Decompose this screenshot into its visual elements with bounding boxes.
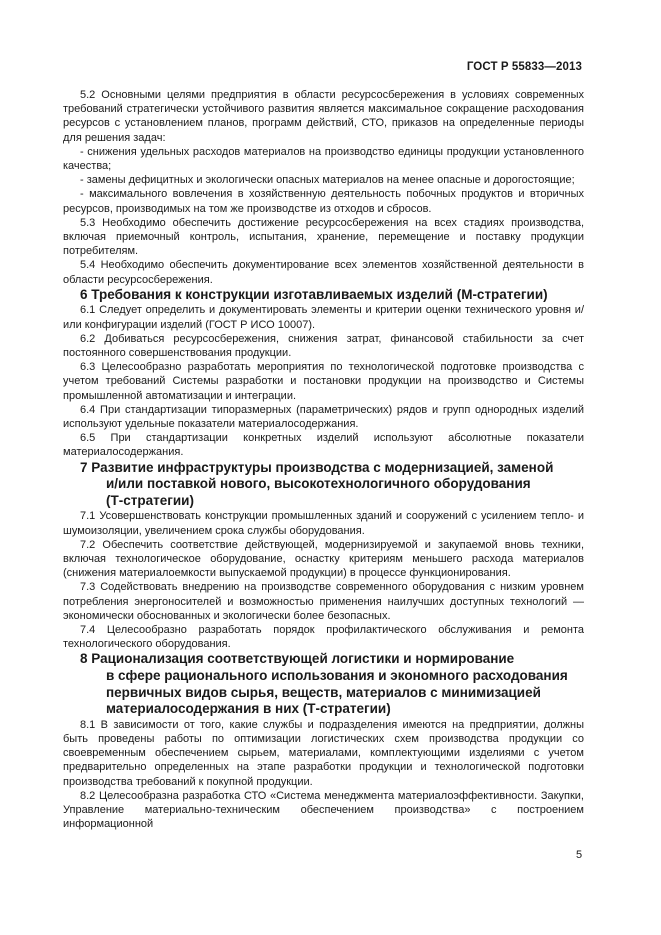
section-number: 7	[80, 459, 88, 475]
paragraph-6-1: 6.1 Следует определить и документировать элементы и критерии оценки технического уровня и/или конфигурации изделий (ГОСТ Р ИСО 10007).	[63, 304, 584, 331]
section-title: Требования к конструкции изготавливаемых изделий (М-стратегии)	[91, 286, 548, 302]
section-number: 8	[80, 651, 88, 667]
section-title-line: в сфере рационального использования и экономного расходования	[106, 668, 568, 684]
section-number: 6	[80, 286, 88, 302]
paragraph-5-4: 5.4 Необходимо обеспечить документирование всех элементов хозяйственной деятельности в области ресурсосбережения.	[63, 259, 584, 286]
paragraph-7-1: 7.1 Усовершенствовать конструкции промышленных зданий и сооружений с усилением тепло- и шумоизоляции, увеличением срока службы оборудования.	[63, 510, 584, 537]
paragraph-5-3: 5.3 Необходимо обеспечить достижение ресурсосбережения на всех стадиях производства, включая приемочный контроль, испытания, хранение, перемещение и поставку продукции потребителям.	[63, 216, 584, 258]
paragraph-7-2: 7.2 Обеспечить соответствие действующей, модернизируемой и закупаемой вновь техники, включая технологическое оборудование, оснастку критериям меньшего расхода материалов (снижения материалоемкости выпускаемой продукции) в процессе функционирования.	[63, 538, 584, 580]
page-number: 5	[576, 849, 583, 861]
paragraph-8-1: 8.1 В зависимости от того, какие службы и подразделения имеются на предприятии, должны быть проведены работы по оптимизации логистических схем производства продукции со своевременным обеспечением сырьем, материалами, комплектующими изделиями с учетом предварительно определенных на этапе разработки продукции и технологической подготовки производства требований к покупной продукции.	[63, 718, 584, 788]
list-item: - замены дефицитных и экологически опасных материалов на менее опасные и дорогостоящие;	[80, 174, 575, 187]
page-content	[63, 88, 584, 831]
paragraph-7-4: 7.4 Целесообразно разработать порядок профилактического обслуживания и ремонта технологического оборудования.	[63, 624, 584, 651]
paragraph-7-3: 7.3 Содействовать внедрению на производстве современного оборудования с низким уровнем потребления энергоносителей и возможностью применения наилучших доступных технологий — экономически обоснованных и экологически более безопасных.	[63, 581, 584, 622]
section-heading-8	[63, 651, 584, 717]
paragraph-5-2: 5.2 Основными целями предприятия в области ресурсосбережения в условиях современных требований стратегически устойчивого развития является максимальное сокращение расходования ресурсов с установлением планов, программ действий, СТО, приказов на определенные периоды для решения задач:	[63, 89, 584, 144]
document-code-header: ГОСТ Р 55833—2013	[466, 61, 582, 73]
paragraph-6-4: 6.4 При стандартизации типоразмерных (параметрических) рядов и групп однородных изделий используют удельные показатели материалосодержания.	[63, 403, 584, 431]
section-title-line: и/или поставкой нового, высокотехнологичного оборудования	[106, 476, 531, 492]
paragraph-6-5: 6.5 При стандартизации конкретных изделий используют абсолютные показатели материалосодержания.	[63, 432, 584, 459]
list-item: - максимального вовлечения в хозяйственную деятельность побочных продуктов и вторичных ресурсов, производимых на том же производстве из отходов и сбросов.	[63, 188, 584, 215]
section-title-line: материалосодержания в них (Т-стратегии)	[106, 701, 391, 717]
section-title-line: Рационализация соответствующей логистики и нормирование	[91, 651, 515, 667]
paragraph-6-3: 6.3 Целесообразно разработать мероприятия по технологической подготовке производства с учетом требований Системы разработки и постановки продукции на производство и Системы промышленной автоматизации и интеграции.	[63, 361, 584, 402]
section-title-line: (Т-стратегии)	[106, 492, 194, 508]
paragraph-8-2: 8.2 Целесообразна разработка СТО «Система менеджмента материалоэффективности. Закупки, Управление материально-техническим обеспечением производства» с построением информационной	[63, 789, 584, 831]
section-title-line: Развитие инфраструктуры производства с модернизацией, заменой	[91, 459, 554, 475]
section-heading-7	[63, 460, 584, 510]
section-heading-6	[63, 287, 584, 304]
list-item: - снижения удельных расходов материалов на производство единицы продукции установленного качества;	[63, 145, 584, 173]
paragraph-6-2: 6.2 Добиваться ресурсосбережения, снижения затрат, финансовой стабильности за счет постоянного совершенствования продукции.	[63, 332, 584, 360]
section-title-line: первичных видов сырья, веществ, материалов с минимизацией	[106, 684, 541, 700]
